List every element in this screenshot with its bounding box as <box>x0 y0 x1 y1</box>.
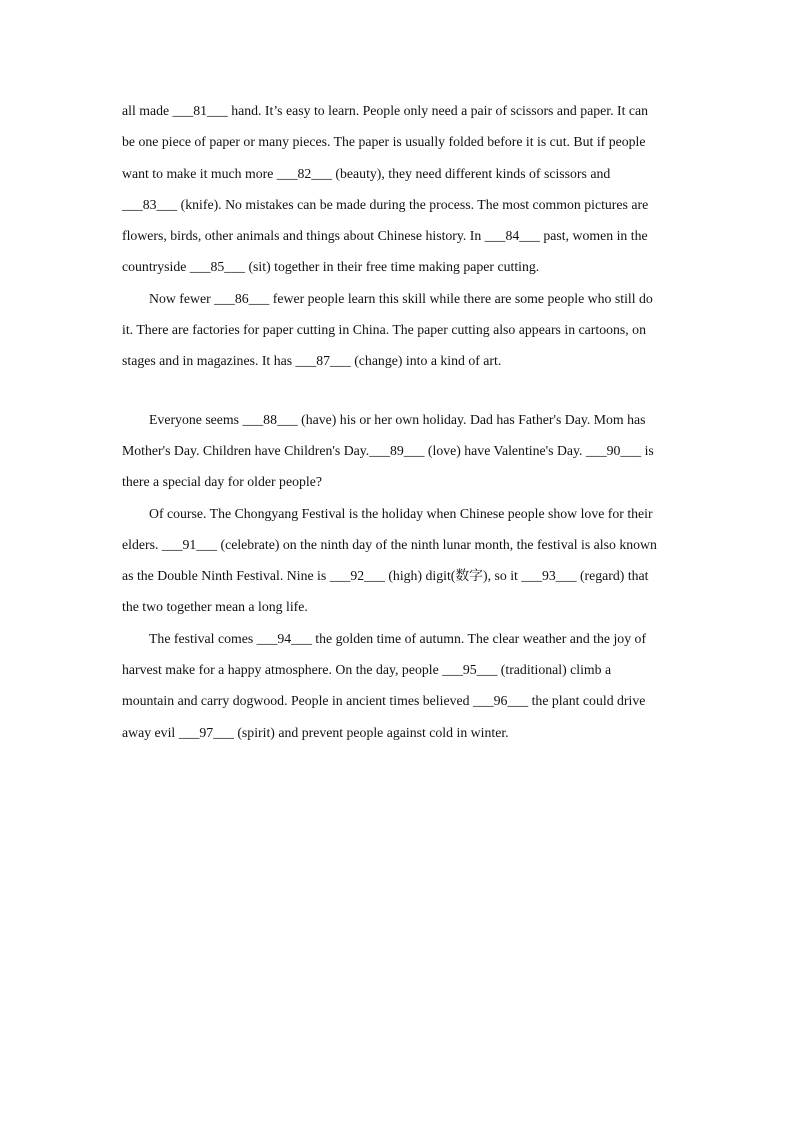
text-line: want to make it much more ___82___ (beauty), they need different kinds of scissors and <box>122 165 611 181</box>
paragraph-gap <box>122 377 678 404</box>
text-line: mountain and carry dogwood. People in ancient times believed ___96___ the plant could drive <box>122 693 646 709</box>
text-line: Of course. The Chongyang Festival is the holiday when Chinese people show love for their <box>149 505 653 521</box>
text-line: stages and in magazines. It has ___87___ (change) into a kind of art. <box>122 353 502 369</box>
text-line: as the Double Ninth Festival. Nine is ___92___ (high) digit(数字), so it ___93___ (regard) that <box>122 568 649 584</box>
text-line: harvest make for a happy atmosphere. On the day, people ___95___ (traditional) climb a <box>122 662 612 678</box>
text-line: ___83___ (knife). No mistakes can be made during the process. The most common pictures are <box>122 196 649 212</box>
text-line: Mother's Day. Children have Children's Day.___89___ (love) have Valentine's Day. ___90___ is <box>122 442 654 458</box>
text-line: elders. ___91___ (celebrate) on the ninth day of the ninth lunar month, the festival is also known <box>122 536 657 552</box>
text-line: The festival comes ___94___ the golden time of autumn. The clear weather and the joy of <box>149 630 647 646</box>
text-line: there a special day for older people? <box>122 474 322 490</box>
text-line: away evil ___97___ (spirit) and prevent people against cold in winter. <box>122 724 509 740</box>
document-body <box>122 95 678 748</box>
text-line: countryside ___85___ (sit) together in their free time making paper cutting. <box>122 259 540 275</box>
text-line: the two together mean a long life. <box>122 599 308 615</box>
text-line: all made ___81___ hand. It’s easy to learn. People only need a pair of scissors and paper. It can <box>122 103 649 118</box>
text-line: Everyone seems ___88___ (have) his or her own holiday. Dad has Father's Day. Mom has <box>149 411 646 427</box>
text-line: it. There are factories for paper cutting in China. The paper cutting also appears in cartoons, on <box>122 322 646 338</box>
text-line: Now fewer ___86___ fewer people learn this skill while there are some people who still do <box>149 290 653 306</box>
text-line: flowers, birds, other animals and things about Chinese history. In ___84___ past, women in the <box>122 228 648 244</box>
text-line: be one piece of paper or many pieces. The paper is usually folded before it is cut. But if people <box>122 134 646 150</box>
